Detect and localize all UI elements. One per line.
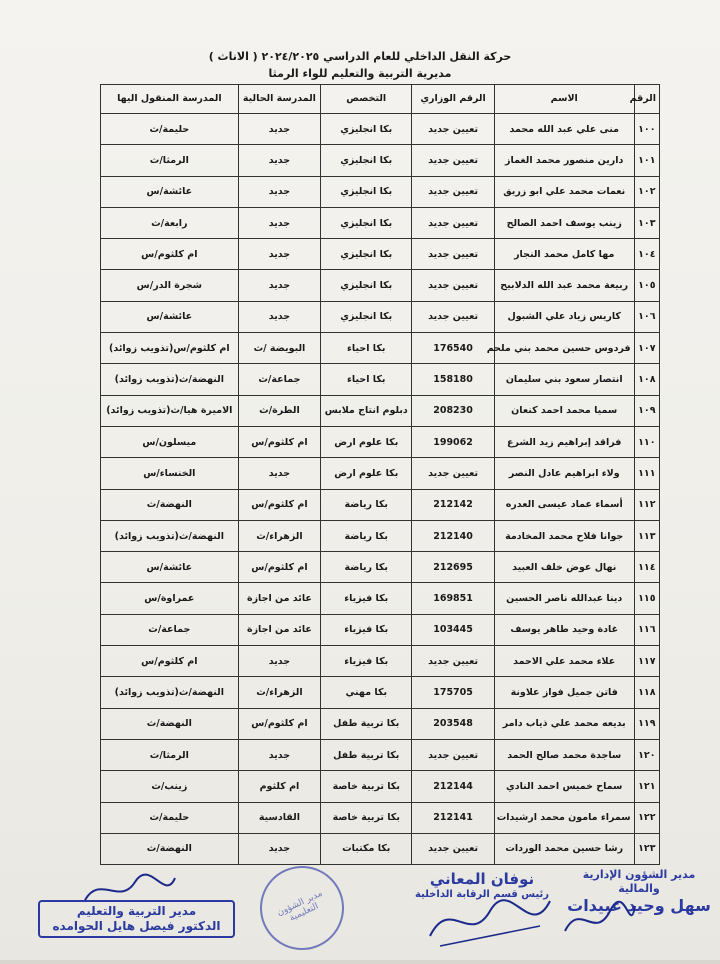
name-cell: زينب يوسف احمد الصالح xyxy=(494,207,634,238)
current-school-cell: جديد xyxy=(238,114,321,145)
table-row xyxy=(101,552,660,583)
table-row xyxy=(101,176,660,207)
specialization-cell: بكا فيزياء xyxy=(321,646,412,677)
signatures-area xyxy=(0,866,720,960)
current-school-cell: عائد من اجازة xyxy=(238,583,321,614)
name-cell: انتصار سعود بني سليمان xyxy=(494,364,634,395)
current-school-cell: جديد xyxy=(238,145,321,176)
specialization-cell: بكا فيزياء xyxy=(321,614,412,645)
ministry-number-cell: 203548 xyxy=(412,708,495,739)
document-title: حركة النقل الداخلي للعام الدراسي ٢٠٢٤/٢٠٢٥ ( الاناث ) xyxy=(208,50,512,63)
handwritten-signature-mark xyxy=(560,896,640,946)
destination-school-cell: شجرة الدر/س xyxy=(101,270,239,301)
ministry-number-cell: تعيين جديد xyxy=(412,270,495,301)
specialization-cell: بكا انجليزي xyxy=(321,301,412,332)
table-header-row xyxy=(101,85,660,114)
ministry-number-cell: 212140 xyxy=(412,520,495,551)
signature-name: سهل وحيد عبيدات xyxy=(567,896,711,915)
name-cell: علاء محمد علي الاحمد xyxy=(494,646,634,677)
table-row xyxy=(101,802,660,833)
row-number-cell: ١١٢ xyxy=(634,489,659,520)
handwritten-signature-mark xyxy=(80,872,180,908)
col-header-current-school: المدرسة الحالية xyxy=(238,85,321,114)
destination-school-cell: النهضة/ث xyxy=(101,708,239,739)
specialization-cell: بكا رياضة xyxy=(321,552,412,583)
row-number-cell: ١٠٢ xyxy=(634,176,659,207)
destination-school-cell: النهضة/ث(تذويب زوائد) xyxy=(101,364,239,395)
ministry-number-cell: 169851 xyxy=(412,583,495,614)
specialization-cell: بكا انجليزي xyxy=(321,207,412,238)
table-row xyxy=(101,583,660,614)
destination-school-cell: النهضة/ث xyxy=(101,489,239,520)
name-cell: سميا محمد احمد كنعان xyxy=(494,395,634,426)
current-school-cell: الزهراء/ث xyxy=(238,520,321,551)
current-school-cell: جديد xyxy=(238,270,321,301)
table-row xyxy=(101,114,660,145)
specialization-cell: بكا انجليزي xyxy=(321,176,412,207)
specialization-cell: بكا تربية خاصة xyxy=(321,802,412,833)
ministry-number-cell: 212144 xyxy=(412,771,495,802)
ministry-number-cell: تعيين جديد xyxy=(412,301,495,332)
row-number-cell: ١١٣ xyxy=(634,520,659,551)
destination-school-cell: عائشة/س xyxy=(101,301,239,332)
table-row xyxy=(101,646,660,677)
row-number-cell: ١٠٥ xyxy=(634,270,659,301)
signature-title: مدير التربية والتعليم xyxy=(76,904,197,918)
row-number-cell: ١١١ xyxy=(634,458,659,489)
name-cell: مها كامل محمد النجار xyxy=(494,239,634,270)
specialization-cell: دبلوم انتاج ملابس xyxy=(321,395,412,426)
table-row xyxy=(101,708,660,739)
specialization-cell: بكا تربية طفل xyxy=(321,708,412,739)
destination-school-cell: الرمثا/ث xyxy=(101,145,239,176)
row-number-cell: ١٠٤ xyxy=(634,239,659,270)
name-cell: فاتن جميل فواز علاونة xyxy=(494,677,634,708)
ministry-number-cell: تعيين جديد xyxy=(412,145,495,176)
current-school-cell: القادسية xyxy=(238,802,321,833)
destination-school-cell: حليمة/ث xyxy=(101,114,239,145)
signature-title: رئيس قسم الرقابة الداخلية xyxy=(414,889,550,900)
current-school-cell: ام كلثوم/س xyxy=(238,426,321,457)
name-cell: دارين منصور محمد الغماز xyxy=(494,145,634,176)
row-number-cell: ١٠٧ xyxy=(634,333,659,364)
ministry-number-cell: 103445 xyxy=(412,614,495,645)
document-header xyxy=(0,48,720,82)
signature-name: نوفان المعاني xyxy=(429,870,535,888)
specialization-cell: بكا فيزياء xyxy=(321,583,412,614)
name-cell: فراقد إبراهيم زيد الشرع xyxy=(494,426,634,457)
row-number-cell: ١٠٠ xyxy=(634,114,659,145)
current-school-cell: جديد xyxy=(238,176,321,207)
specialization-cell: بكا رياضة xyxy=(321,520,412,551)
specialization-cell: بكا احياء xyxy=(321,364,412,395)
row-number-cell: ١١٨ xyxy=(634,677,659,708)
ministry-number-cell: تعيين جديد xyxy=(412,239,495,270)
ministry-number-cell: 158180 xyxy=(412,364,495,395)
table-row xyxy=(101,239,660,270)
table-row xyxy=(101,145,660,176)
row-number-cell: ١٢٢ xyxy=(634,802,659,833)
specialization-cell: بكا احياء xyxy=(321,333,412,364)
destination-school-cell: عمراوة/س xyxy=(101,583,239,614)
table-row xyxy=(101,395,660,426)
name-cell: منى علي عبد الله محمد xyxy=(494,114,634,145)
table-row xyxy=(101,333,660,364)
name-cell: ربيعة محمد عبد الله الدلابيح xyxy=(494,270,634,301)
ministry-number-cell: تعيين جديد xyxy=(412,833,495,864)
table-row xyxy=(101,458,660,489)
destination-school-cell: النهضة/ث xyxy=(101,833,239,864)
name-cell: فردوس حسين محمد بني ملحم xyxy=(494,333,634,364)
specialization-cell: بكا علوم ارض xyxy=(321,426,412,457)
current-school-cell: جديد xyxy=(238,239,321,270)
specialization-cell: بكا مهني xyxy=(321,677,412,708)
destination-school-cell: النهضة/ث(تذويب زوائد) xyxy=(101,520,239,551)
table-row xyxy=(101,833,660,864)
table-row xyxy=(101,739,660,770)
destination-school-cell: جماعة/ث xyxy=(101,614,239,645)
name-cell: سماح خميس احمد النادي xyxy=(494,771,634,802)
table-row xyxy=(101,677,660,708)
table-body xyxy=(101,114,660,865)
current-school-cell: الزهراء/ث xyxy=(238,677,321,708)
transfer-table xyxy=(100,84,660,865)
specialization-cell: بكا انجليزي xyxy=(321,114,412,145)
signature-name: الدكتور فيصل هايل الحوامده xyxy=(52,919,221,933)
stamp-text: مدير الشؤون التعليمية xyxy=(275,888,325,924)
row-number-cell: ١٠٣ xyxy=(634,207,659,238)
row-number-cell: ١١٤ xyxy=(634,552,659,583)
current-school-cell: ام كلثوم/س xyxy=(238,552,321,583)
current-school-cell: جديد xyxy=(238,739,321,770)
row-number-cell: ١٠٨ xyxy=(634,364,659,395)
ministry-number-cell: تعيين جديد xyxy=(412,114,495,145)
current-school-cell: البويضة /ث xyxy=(238,333,321,364)
row-number-cell: ١٢٠ xyxy=(634,739,659,770)
current-school-cell: ام كلثوم/س xyxy=(238,708,321,739)
ministry-number-cell: 199062 xyxy=(412,426,495,457)
specialization-cell: بكا تربية طفل xyxy=(321,739,412,770)
current-school-cell: جديد xyxy=(238,646,321,677)
row-number-cell: ١٠٦ xyxy=(634,301,659,332)
row-number-cell: ١٠١ xyxy=(634,145,659,176)
official-stamp xyxy=(246,852,358,964)
ministry-number-cell: 208230 xyxy=(412,395,495,426)
destination-school-cell: حليمة/ث xyxy=(101,802,239,833)
name-cell: غادة وحيد طاهر يوسف xyxy=(494,614,634,645)
name-cell: دينا عبدالله ناصر الحسين xyxy=(494,583,634,614)
current-school-cell: جديد xyxy=(238,207,321,238)
col-header-num: الرقم xyxy=(634,85,659,114)
current-school-cell: جديد xyxy=(238,458,321,489)
row-number-cell: ١١٠ xyxy=(634,426,659,457)
specialization-cell: بكا انجليزي xyxy=(321,239,412,270)
specialization-cell: بكا تربية خاصة xyxy=(321,771,412,802)
ministry-number-cell: تعيين جديد xyxy=(412,207,495,238)
name-cell: نعمات محمد علي ابو زريق xyxy=(494,176,634,207)
destination-school-cell: ام كلثوم/س(تذويب زوائد) xyxy=(101,333,239,364)
destination-school-cell: عائشة/س xyxy=(101,176,239,207)
row-number-cell: ١١٦ xyxy=(634,614,659,645)
ministry-number-cell: تعيين جديد xyxy=(412,646,495,677)
table-row xyxy=(101,207,660,238)
col-header-spec: التخصص xyxy=(321,85,412,114)
destination-school-cell: الاميرة هيا/ث(تذويب زوائد) xyxy=(101,395,239,426)
table-row xyxy=(101,426,660,457)
ministry-number-cell: 212695 xyxy=(412,552,495,583)
row-number-cell: ١١٩ xyxy=(634,708,659,739)
table-row xyxy=(101,614,660,645)
destination-school-cell: زينب/ث xyxy=(101,771,239,802)
ministry-number-cell: تعيين جديد xyxy=(412,458,495,489)
current-school-cell: عائد من اجازة xyxy=(238,614,321,645)
destination-school-cell: عائشة/س xyxy=(101,552,239,583)
specialization-cell: بكا علوم ارض xyxy=(321,458,412,489)
current-school-cell: ام كلثوم xyxy=(238,771,321,802)
current-school-cell: ام كلثوم/س xyxy=(238,489,321,520)
handwritten-signature-mark xyxy=(420,886,560,956)
ministry-number-cell: 175705 xyxy=(412,677,495,708)
name-cell: جوانا فلاح محمد المخادمة xyxy=(494,520,634,551)
destination-school-cell: النهضة/ث(تذويب زوائد) xyxy=(101,677,239,708)
specialization-cell: بكا رياضة xyxy=(321,489,412,520)
destination-school-cell: ميسلون/س xyxy=(101,426,239,457)
ministry-number-cell: 212141 xyxy=(412,802,495,833)
destination-school-cell: الرمثا/ث xyxy=(101,739,239,770)
row-number-cell: ١٢٣ xyxy=(634,833,659,864)
specialization-cell: بكا انجليزي xyxy=(321,145,412,176)
specialization-cell: بكا انجليزي xyxy=(321,270,412,301)
current-school-cell: جديد xyxy=(238,833,321,864)
name-cell: كاريس زياد علي الشبول xyxy=(494,301,634,332)
current-school-cell: جماعة/ث xyxy=(238,364,321,395)
destination-school-cell: رابعة/ث xyxy=(101,207,239,238)
name-cell: ساجدة محمد صالح الحمد xyxy=(494,739,634,770)
ministry-number-cell: تعيين جديد xyxy=(412,176,495,207)
table-row xyxy=(101,489,660,520)
row-number-cell: ١٢١ xyxy=(634,771,659,802)
row-number-cell: ١١٧ xyxy=(634,646,659,677)
name-cell: نهال عوض خلف العبيد xyxy=(494,552,634,583)
table-row xyxy=(101,364,660,395)
row-number-cell: ١١٥ xyxy=(634,583,659,614)
row-number-cell: ١٠٩ xyxy=(634,395,659,426)
ministry-number-cell: 212142 xyxy=(412,489,495,520)
signature-title: مدير الشؤون الإدارية والمالية xyxy=(582,868,696,895)
current-school-cell: جديد xyxy=(238,301,321,332)
current-school-cell: الطرة/ث xyxy=(238,395,321,426)
name-cell: أسماء عماد عيسى العدره xyxy=(494,489,634,520)
destination-school-cell: الخنساء/س xyxy=(101,458,239,489)
document-subtitle: مديرية التربية والتعليم للواء الرمثا xyxy=(268,67,452,80)
specialization-cell: بكا مكتبات xyxy=(321,833,412,864)
destination-school-cell: ام كلثوم/س xyxy=(101,646,239,677)
name-cell: سمراء مامون محمد ارشيدات xyxy=(494,802,634,833)
name-cell: رشا حسين محمد الوردات xyxy=(494,833,634,864)
name-cell: بديعه محمد علي ذياب دامر xyxy=(494,708,634,739)
col-header-id: الرقم الوزاري xyxy=(412,85,495,114)
col-header-destination-school: المدرسة المنقول اليها xyxy=(101,85,239,114)
table-row xyxy=(101,520,660,551)
ministry-number-cell: 176540 xyxy=(412,333,495,364)
destination-school-cell: ام كلثوم/س xyxy=(101,239,239,270)
col-header-name: الاسم xyxy=(494,85,634,114)
table-row xyxy=(101,301,660,332)
ministry-number-cell: تعيين جديد xyxy=(412,739,495,770)
name-cell: ولاء ابراهيم عادل النصر xyxy=(494,458,634,489)
table-row xyxy=(101,771,660,802)
table-row xyxy=(101,270,660,301)
